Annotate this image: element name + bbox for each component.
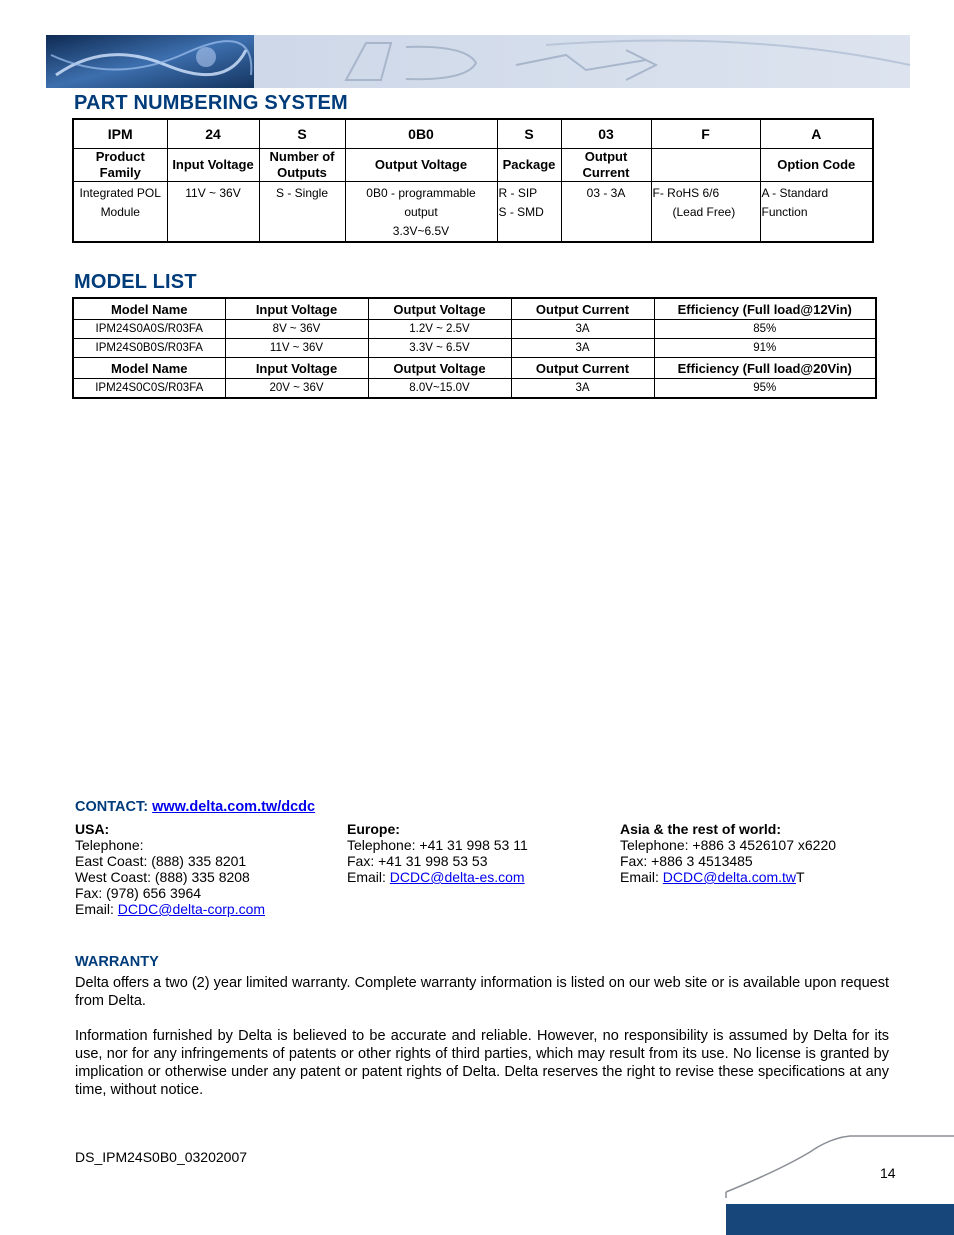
part-code-row <box>73 119 873 149</box>
code-cell: F <box>651 119 760 149</box>
cell: 3A <box>511 379 654 399</box>
usa-heading: USA: <box>75 821 110 837</box>
usa-line: Fax: (978) 656 3964 <box>75 885 202 901</box>
model-header-row <box>73 358 876 379</box>
label-cell: Product Family <box>73 149 167 182</box>
code-cell: S <box>259 119 345 149</box>
description-cell: A - Standard Function <box>760 182 873 243</box>
header-cell: Efficiency (Full load@20Vin) <box>654 358 876 379</box>
warranty-paragraph: Delta offers a two (2) year limited warranty. Complete warranty information is listed on our web site or is available upon request from Delta. <box>75 975 889 1009</box>
europe-line: Fax: +41 31 998 53 53 <box>347 853 488 869</box>
usa-line: East Coast: (888) 335 8201 <box>75 853 247 869</box>
code-cell: S <box>497 119 561 149</box>
description-cell: 11V ~ 36V <box>167 182 259 243</box>
usa-line: West Coast: (888) 335 8208 <box>75 869 250 885</box>
usa-email-link[interactable]: DCDC@delta-corp.com <box>117 901 266 917</box>
header-cell: Output Current <box>511 358 654 379</box>
code-cell: A <box>760 119 873 149</box>
header-cell: Model Name <box>73 298 225 320</box>
cell: 85% <box>654 320 876 339</box>
europe-email <box>347 869 528 885</box>
corner-decoration <box>720 1130 954 1235</box>
page-number: 14 <box>880 1165 896 1181</box>
contact-europe <box>347 821 528 885</box>
rohs-text <box>653 184 759 222</box>
email-label: Email: <box>347 869 390 885</box>
label-cell: Output Voltage <box>345 149 497 182</box>
email-suffix: T <box>796 869 805 885</box>
cell: 8.0V~15.0V <box>368 379 511 399</box>
cell: IPM24S0A0S/R03FA <box>73 320 225 339</box>
cell: 95% <box>654 379 876 399</box>
rohs-line: (Lead Free) <box>672 205 736 219</box>
header-cell: Input Voltage <box>225 298 368 320</box>
email-label: Email: <box>620 869 663 885</box>
cell: IPM24S0B0S/R03FA <box>73 339 225 358</box>
table-row <box>73 379 876 399</box>
part-numbering-title: PART NUMBERING SYSTEM <box>74 92 348 114</box>
description-cell: R - SIP S - SMD <box>497 182 561 243</box>
contact-asia <box>620 821 836 885</box>
part-numbering-table <box>72 118 874 243</box>
label-cell: Input Voltage <box>167 149 259 182</box>
asia-line: Fax: +886 3 4513485 <box>620 853 753 869</box>
contact-url-link[interactable]: www.delta.com.tw/dcdc <box>152 799 316 815</box>
usa-line: Telephone: <box>75 837 144 853</box>
contact-usa <box>75 821 265 917</box>
label-cell: Output Current <box>561 149 651 182</box>
table-row <box>73 320 876 339</box>
asia-heading: Asia & the rest of world: <box>620 821 782 837</box>
cell: 11V ~ 36V <box>225 339 368 358</box>
cell: 8V ~ 36V <box>225 320 368 339</box>
header-cell: Output Voltage <box>368 298 511 320</box>
europe-email-link[interactable]: DCDC@delta-es.com <box>389 869 525 885</box>
label-cell: Package <box>497 149 561 182</box>
cell: 20V ~ 36V <box>225 379 368 399</box>
part-description-row <box>73 182 873 243</box>
description-cell-rohs <box>651 182 760 243</box>
email-label: Email: <box>75 901 118 917</box>
cell: 91% <box>654 339 876 358</box>
description-cell: Integrated POL Module <box>73 182 167 243</box>
code-cell: 0B0 <box>345 119 497 149</box>
model-list-table <box>72 297 877 399</box>
usa-email <box>75 901 265 917</box>
cell: 1.2V ~ 2.5V <box>368 320 511 339</box>
cell: IPM24S0C0S/R03FA <box>73 379 225 399</box>
header-banner <box>46 35 910 88</box>
contact-label: CONTACT: <box>75 799 153 815</box>
disclaimer-paragraph: Information furnished by Delta is believed to be accurate and reliable. However, no responsibility is assumed by Delta for its use, nor for any infringements of patents or other rights of third parties, which may result from its use. No license is granted by implication or otherwise under any patent or patent rights of Delta. Delta reserves the right to revise these specifications at any time, without notice. <box>75 1028 889 1098</box>
header-cell: Output Voltage <box>368 358 511 379</box>
label-cell <box>651 149 760 182</box>
header-cell: Output Current <box>511 298 654 320</box>
europe-line: Telephone: +41 31 998 53 11 <box>347 837 528 853</box>
cell: 3A <box>511 339 654 358</box>
table-row <box>73 339 876 358</box>
document-id: DS_IPM24S0B0_03202007 <box>75 1149 248 1165</box>
asia-email <box>620 869 836 885</box>
description-cell: 03 - 3A <box>561 182 651 243</box>
asia-email-link[interactable]: DCDC@delta.com.tw <box>662 869 797 885</box>
warranty-heading: WARRANTY <box>75 954 159 970</box>
description-cell: S - Single <box>259 182 345 243</box>
description-cell: 0B0 - programmable output 3.3V~6.5V <box>345 182 497 243</box>
part-label-row <box>73 149 873 182</box>
code-cell: IPM <box>73 119 167 149</box>
label-cell: Number of Outputs <box>259 149 345 182</box>
rohs-line: F- RoHS 6/6 <box>652 186 720 200</box>
code-cell: 24 <box>167 119 259 149</box>
model-list-title: MODEL LIST <box>74 271 197 293</box>
header-cell: Efficiency (Full load@12Vin) <box>654 298 876 320</box>
europe-heading: Europe: <box>347 821 400 837</box>
cell: 3A <box>511 320 654 339</box>
code-cell: 03 <box>561 119 651 149</box>
contact-heading <box>75 799 315 815</box>
asia-line: Telephone: +886 3 4526107 x6220 <box>620 837 837 853</box>
model-header-row <box>73 298 876 320</box>
cell: 3.3V ~ 6.5V <box>368 339 511 358</box>
header-cell: Model Name <box>73 358 225 379</box>
label-cell: Option Code <box>760 149 873 182</box>
header-cell: Input Voltage <box>225 358 368 379</box>
